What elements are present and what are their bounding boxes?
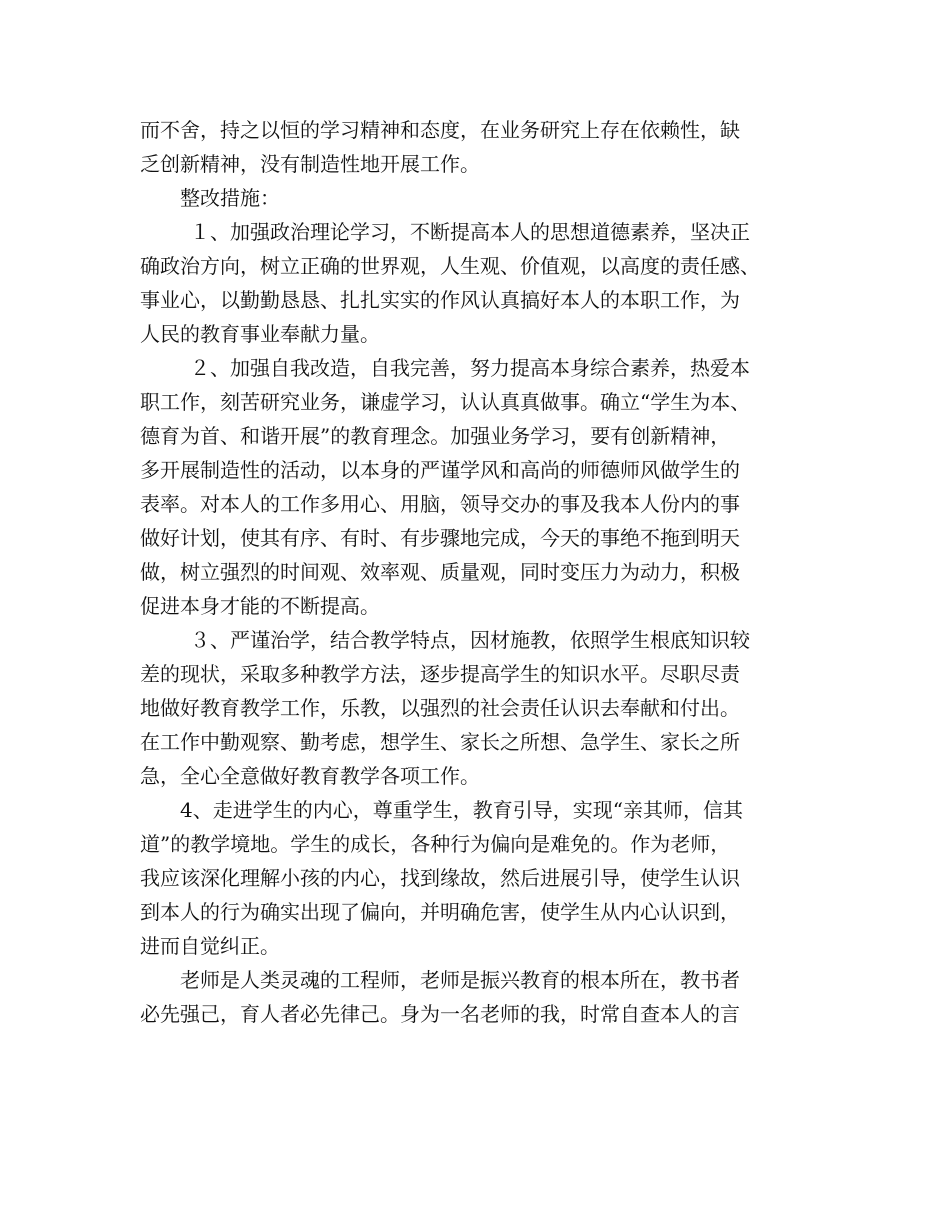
paragraph-line: 到本人的行为确实出现了偏向，并明确危害，使学生从内心认识到， [140,900,740,924]
paragraph-line: 道”的教学境地。学生的成长，各种行为偏向是难免的。作为老师， [140,832,731,856]
paragraph-line: 急，全心全意做好教育教学各项工作。 [140,764,480,788]
paragraph-line: 地做好教育教学工作，乐教，以强烈的社会责任认识去奉献和付出。 [140,696,740,720]
document-body [140,113,830,1031]
paragraph-line: 差的现状，采取多种教学方法，逐步提高学生的知识水平。尽职尽责 [140,662,740,686]
paragraph-line: 我应该深化理解小孩的内心，找到缘故，然后进展引导，使学生认识 [140,866,740,890]
paragraph-line: 表率。对本人的工作多用心、用脑，领导交办的事及我本人份内的事 [140,492,740,516]
paragraph-line: 德育为首、和谐开展”的教育理念。加强业务学习，要有创新精神， [140,424,731,448]
paragraph-line: 职工作，刻苦研究业务，谦虚学习，认认真真做事。确立“学生为本、 [140,390,751,414]
paragraph-line: 老师是人类灵魂的工程师，老师是振兴教育的根本所在，教书者 [180,968,740,992]
section-heading: 整改措施： [180,186,280,210]
paragraph-line: 在工作中勤观察、勤考虑，想学生、家长之所想、急学生、家长之所 [140,730,740,754]
paragraph-line: １、加强政治理论学习，不断提高本人的思想道德素养，坚决正 [190,220,750,244]
paragraph-line: 事业心，以勤勤恳恳、扎扎实实的作风认真搞好本人的本职工作，为 [140,288,740,312]
paragraph-line: ３、严谨治学，结合教学特点，因材施教，依照学生根底知识较 [190,628,750,652]
paragraph-line: 而不舍，持之以恒的学习精神和态度，在业务研究上存在依赖性，缺 [140,118,740,142]
paragraph-line: 确政治方向，树立正确的世界观，人生观、价值观，以高度的责任感、 [140,254,760,278]
paragraph-line: 做，树立强烈的时间观、效率观、质量观，同时变压力为动力，积极 [140,560,740,584]
paragraph-line: 促进本身才能的不断提高。 [140,594,380,618]
paragraph-line: 做好计划，使其有序、有时、有步骤地完成，今天的事绝不拖到明天 [140,526,740,550]
paragraph-line: 乏创新精神，没有制造性地开展工作。 [140,152,480,176]
paragraph-line: ２、加强自我改造，自我完善，努力提高本身综合素养，热爱本 [190,356,750,380]
paragraph-line: 4、走进学生的内心，尊重学生，教育引导，实现“亲其师，信其 [180,798,743,822]
paragraph-line: 多开展制造性的活动，以本身的严谨学风和高尚的师德师风做学生的 [140,458,740,482]
paragraph-line: 人民的教育事业奉献力量。 [140,322,380,346]
paragraph-line: 进而自觉纠正。 [140,934,280,958]
paragraph-line: 必先强己，育人者必先律己。身为一名老师的我，时常自查本人的言 [140,1002,740,1026]
